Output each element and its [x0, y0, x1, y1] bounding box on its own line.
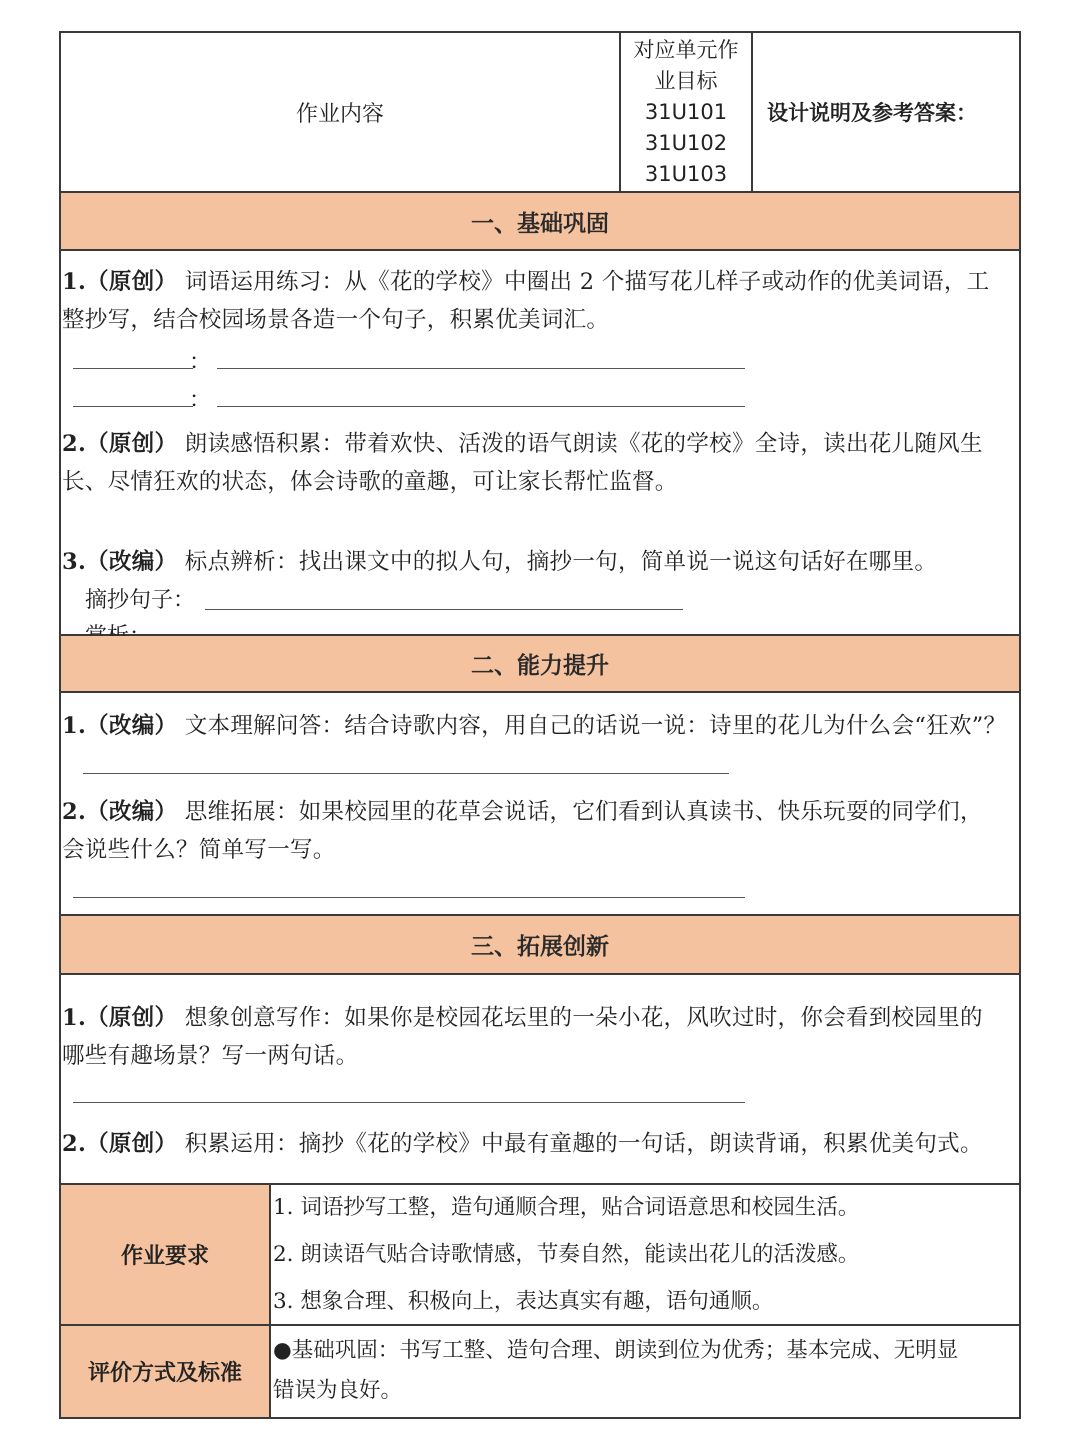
section-band-2	[61, 636, 1019, 693]
requirements-divider	[269, 1185, 271, 1324]
section-band-1	[61, 193, 1019, 251]
question-1-2	[62, 425, 1022, 501]
question-1-1	[62, 263, 1022, 339]
question-1-3	[62, 543, 1022, 581]
question-text-cont: 长、尽情狂欢的状态，体会诗歌的童趣，可让家长帮忙监督。	[62, 469, 678, 495]
answer-blank[interactable]	[83, 773, 729, 774]
question-2-2	[62, 793, 1022, 869]
content-header: 作业内容	[295, 101, 384, 127]
answer-blank[interactable]	[73, 897, 745, 898]
requirements-row	[61, 1185, 1019, 1326]
question-number: 2.（原创）	[62, 431, 178, 457]
answer-blank-word[interactable]	[73, 368, 193, 369]
question-number: 1.（原创）	[62, 269, 178, 295]
question-text: 积累运用：摘抄《花的学校》中最有童趣的一句话，朗读背诵，积累优美句式。	[184, 1131, 983, 1157]
section-content-1	[61, 251, 1019, 636]
section-title: 三、拓展创新	[471, 934, 609, 960]
section-content-2	[61, 693, 1019, 916]
question-3-2	[62, 1125, 1022, 1163]
copy-sentence-label: 摘抄句子：	[85, 588, 196, 613]
question-text: 标点辨析：找出课文中的拟人句，摘抄一句，简单说一说这句话好在哪里。	[184, 549, 938, 575]
question-text: 想象创意写作：如果你是校园花坛里的一朵小花，风吹过时，你会看到校园里的	[184, 1005, 983, 1031]
answer-blank-copy[interactable]	[205, 609, 683, 610]
evaluation-row	[61, 1326, 1019, 1417]
requirement-item: 1. 词语抄写工整，造句通顺合理，贴合词语意思和校园生活。	[273, 1195, 860, 1220]
question-text: 思维拓展：如果校园里的花草会说话，它们看到认真读书、快乐玩耍的同学们，	[184, 799, 983, 825]
question-text: 词语运用练习：从《花的学校》中圈出 2 个描写花儿样子或动作的优美词语，工	[184, 269, 990, 295]
question-text: 文本理解问答：结合诗歌内容，用自己的话说一说：诗里的花儿为什么会“狂欢”？	[184, 713, 1007, 739]
evaluation-text-line2: 错误为良好。	[273, 1378, 403, 1403]
header-row	[61, 33, 1019, 193]
question-3-1	[62, 999, 1022, 1075]
question-text-cont: 会说些什么？简单写一写。	[62, 837, 336, 863]
worksheet-table	[59, 31, 1021, 1419]
blank-colon: ：	[189, 350, 212, 375]
target-code: 31U101	[644, 99, 728, 124]
question-number: 2.（改编）	[62, 799, 178, 825]
section-title: 二、能力提升	[471, 653, 609, 679]
requirement-item: 3. 想象合理、积极向上，表达真实有趣，语句通顺。	[273, 1289, 774, 1314]
design-header: 设计说明及参考答案：	[767, 101, 977, 125]
question-text-cont: 哪些有趣场景？写一两句话。	[62, 1043, 359, 1069]
target-header	[621, 33, 751, 191]
question-text-cont: 整抄写，结合校园场景各造一个句子，积累优美词汇。	[62, 307, 610, 333]
section-content-3	[61, 975, 1019, 1185]
section-band-3	[61, 916, 1019, 975]
question-number: 3.（改编）	[62, 549, 178, 575]
question-number: 1.（改编）	[62, 713, 178, 739]
question-2-1	[62, 707, 1022, 745]
answer-blank[interactable]	[73, 1102, 745, 1103]
answer-blank-sentence[interactable]	[217, 368, 745, 369]
blank-colon: ：	[189, 388, 212, 413]
evaluation-divider	[269, 1326, 271, 1417]
target-code: 31U102	[644, 130, 728, 155]
evaluation-text-line1: ●基础巩固：书写工整、造句合理、朗读到位为优秀；基本完成、无明显	[273, 1338, 959, 1363]
answer-blank-sentence[interactable]	[217, 406, 745, 407]
question-text: 朗读感悟积累：带着欢快、活泼的语气朗读《花的学校》全诗，读出花儿随风生	[184, 431, 983, 457]
answer-blank-word[interactable]	[73, 406, 193, 407]
evaluation-label: 评价方式及标准	[61, 1326, 269, 1417]
requirements-label: 作业要求	[61, 1185, 269, 1324]
requirement-item: 2. 朗读语气贴合诗歌情感，节奏自然，能读出花儿的活泼感。	[273, 1242, 860, 1267]
target-title-line2: 业目标	[654, 68, 718, 93]
question-number: 1.（原创）	[62, 1005, 178, 1031]
target-title-line1: 对应单元作	[633, 37, 739, 62]
section-title: 一、基础巩固	[471, 210, 609, 237]
target-code: 31U103	[644, 161, 728, 186]
question-number: 2.（原创）	[62, 1131, 178, 1157]
